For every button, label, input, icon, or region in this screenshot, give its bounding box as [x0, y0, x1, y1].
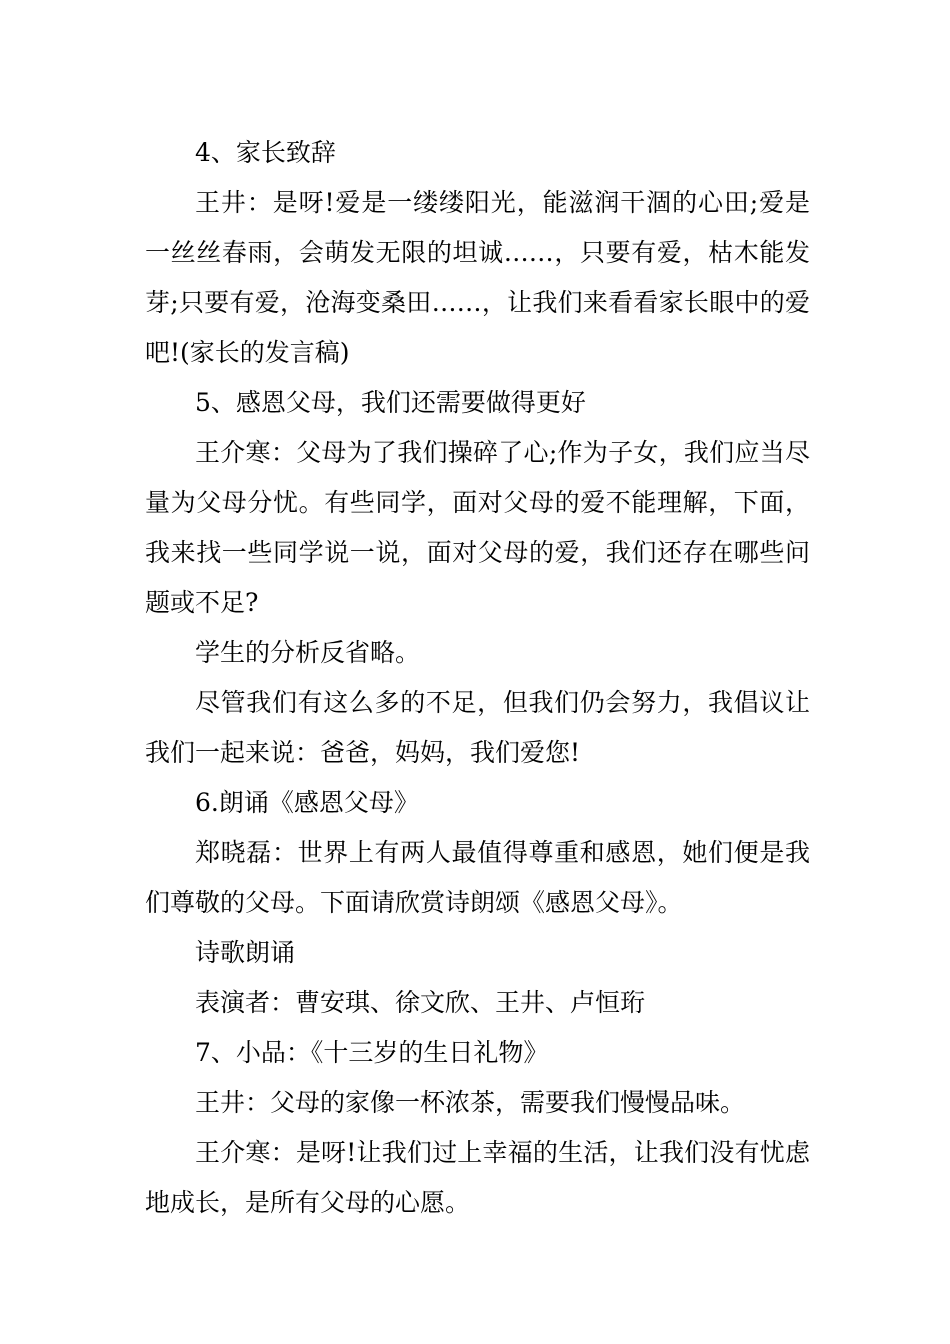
section-heading-skit: 7、小品：《十三岁的生日礼物》 [195, 1038, 549, 1067]
paragraph-wangjiehan-wish: 王介寒：是呀!让我们过上幸福的生活，让我们没有忧虑地成长，是所有父母的心愿。 [145, 1138, 810, 1217]
section-heading-recitation: 6.朗诵《感恩父母》 [195, 788, 419, 817]
paragraph-poem-recital: 诗歌朗诵 [195, 938, 296, 967]
paragraph-performers: 表演者：曹安琪、徐文欣、王井、卢恒珩 [195, 988, 646, 1017]
paragraph-wangjiehan-parents: 王介寒：父母为了我们操碎了心;作为子女，我们应当尽量为父母分忧。有些同学，面对父母的爱不能理解，下面，我来找一些同学说一说，面对父母的爱，我们还存在哪些问题或不足? [145, 438, 810, 617]
paragraph-proposal: 尽管我们有这么多的不足，但我们仍会努力，我倡议让我们一起来说：爸爸，妈妈，我们爱您! [145, 688, 810, 767]
paragraph-wangjing-love: 王井：是呀!爱是一缕缕阳光，能滋润干涸的心田;爱是一丝丝春雨，会萌发无限的坦诚……，只要有爱，枯木能发芽;只要有爱，沧海变桑田……，让我们来看看家长眼中的爱吧!(家长的发言稿) [145, 188, 810, 367]
section-heading-parent-speech: 4、家长致辞 [195, 138, 336, 167]
section-heading-gratitude: 5、感恩父母，我们还需要做得更好 [195, 388, 586, 417]
document-body [145, 128, 810, 1228]
paragraph-student-reflection: 学生的分析反省略。 [195, 638, 421, 667]
paragraph-zhengxiaolei: 郑晓磊：世界上有两人最值得尊重和感恩，她们便是我们尊敬的父母。下面请欣赏诗朗颂《感恩父母》。 [145, 838, 810, 917]
paragraph-wangjing-tea: 王井：父母的家像一杯浓茶，需要我们慢慢品味。 [195, 1088, 746, 1117]
